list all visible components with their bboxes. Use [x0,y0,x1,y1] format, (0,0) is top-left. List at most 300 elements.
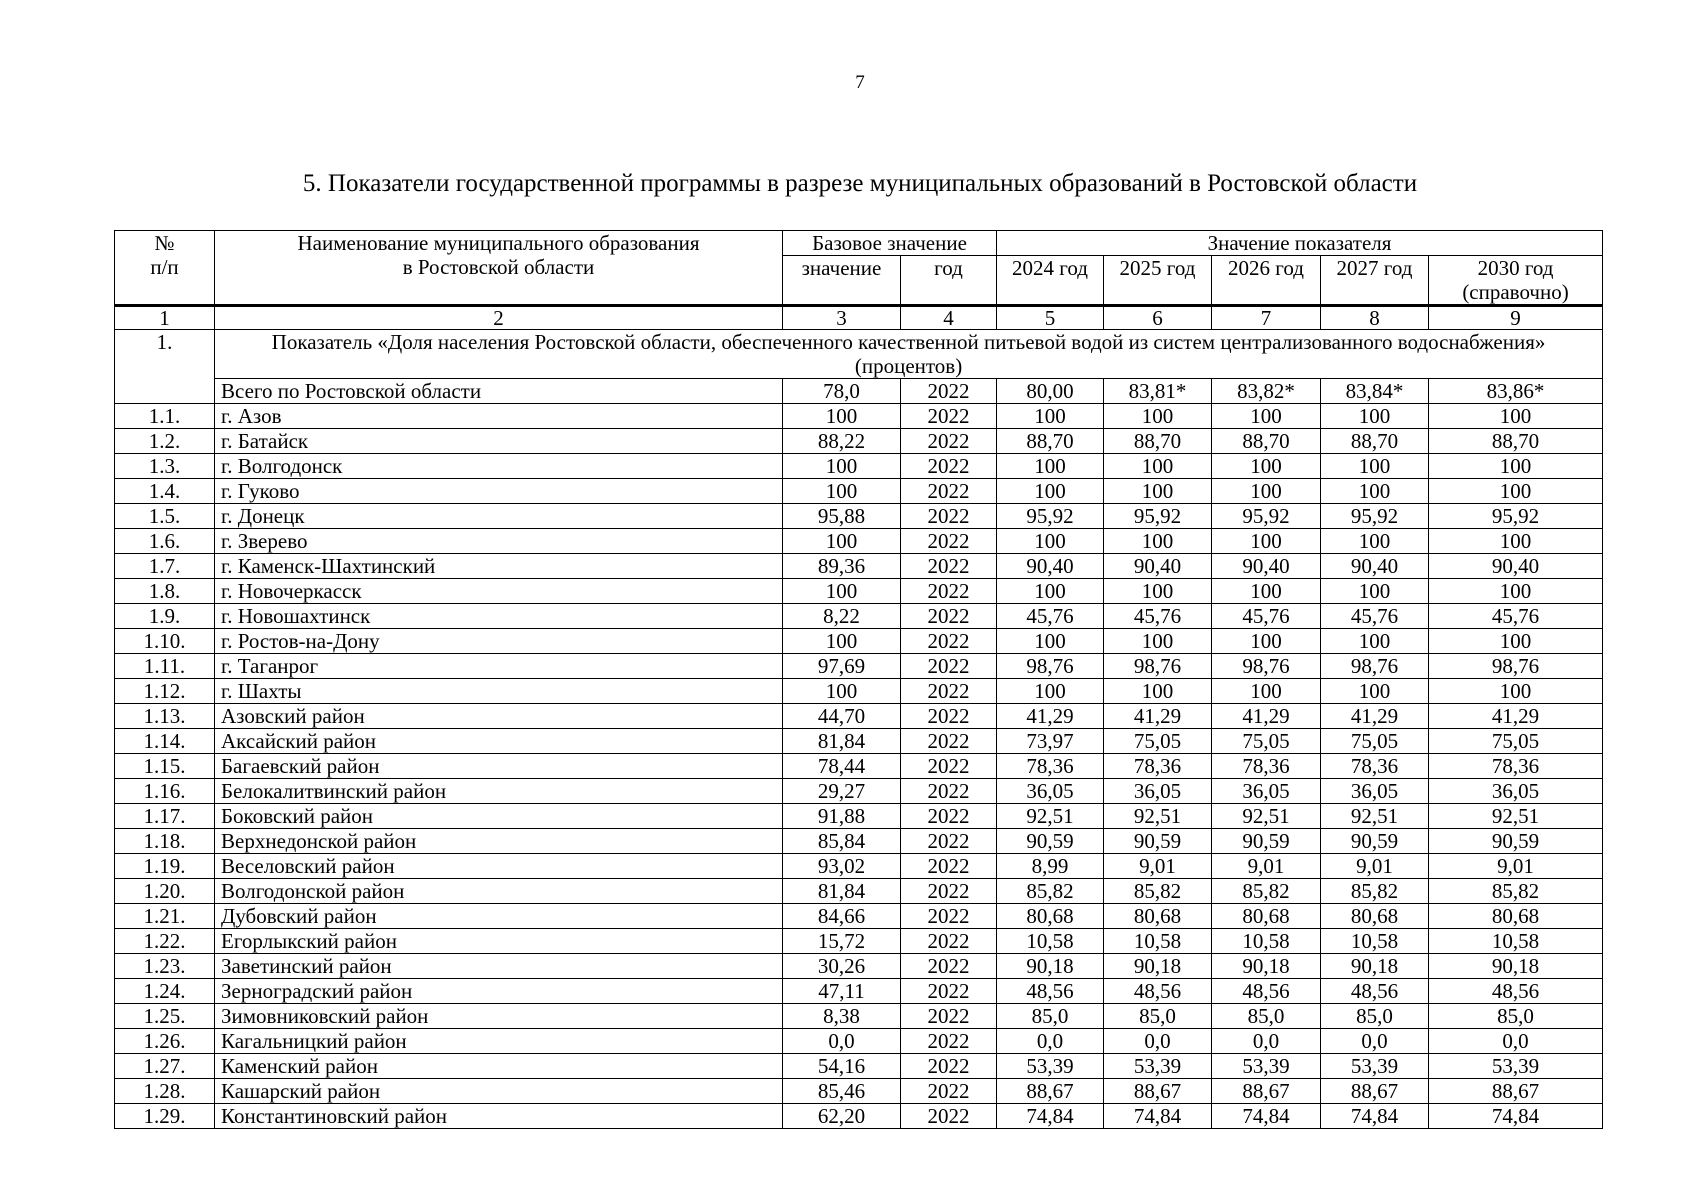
row-value: 88,67 [1429,1079,1603,1104]
row-value: 0,0 [1212,1029,1321,1054]
row-value: 2022 [901,729,997,754]
row-value: 93,02 [783,854,901,879]
row-value: 53,39 [1321,1054,1429,1079]
row-value: 100 [783,454,901,479]
row-value: 100 [1212,529,1321,554]
row-value: 2022 [901,1004,997,1029]
row-value: 81,84 [783,879,901,904]
row-name: г. Новошахтинск [215,604,783,629]
row-number: 1.15. [115,754,215,779]
row-value: 85,82 [1429,879,1603,904]
row-value: 100 [1212,679,1321,704]
row-number: 1.13. [115,704,215,729]
table-row [115,504,1603,529]
row-value: 100 [1429,529,1603,554]
row-value: 15,72 [783,929,901,954]
row-value: 48,56 [1429,979,1603,1004]
row-value: 100 [1429,629,1603,654]
row-value: 85,46 [783,1079,901,1104]
table-row [115,454,1603,479]
row-value: 36,05 [997,779,1104,804]
row-value: 84,66 [783,904,901,929]
header-year-2024: 2024 год [997,256,1104,306]
row-number: 1.26. [115,1029,215,1054]
row-name: г. Волгодонск [215,454,783,479]
row-value: 74,84 [1321,1104,1429,1129]
row-value: 36,05 [1321,779,1429,804]
row-name: Аксайский район [215,729,783,754]
row-value: 75,05 [1212,729,1321,754]
row-value: 9,01 [1429,854,1603,879]
row-number: 1.12. [115,679,215,704]
row-number: 1.23. [115,954,215,979]
row-value: 100 [1321,479,1429,504]
row-value: 98,76 [1429,654,1603,679]
total-cell: 78,0 [783,379,901,404]
row-value: 2022 [901,904,997,929]
row-value: 88,67 [1104,1079,1212,1104]
row-value: 0,0 [783,1029,901,1054]
row-number: 1.16. [115,779,215,804]
table-row [115,804,1603,829]
row-value: 100 [783,579,901,604]
header-base-value: значение [783,256,901,306]
header-year-2025: 2025 год [1104,256,1212,306]
row-value: 90,18 [1429,954,1603,979]
row-value: 100 [1212,579,1321,604]
column-number: 2 [215,306,783,330]
table-row [115,729,1603,754]
row-value: 8,38 [783,1004,901,1029]
row-name: Волгодонской район [215,879,783,904]
row-value: 90,18 [997,954,1104,979]
row-value: 36,05 [1104,779,1212,804]
row-value: 100 [997,629,1104,654]
row-value: 90,59 [1321,829,1429,854]
row-name: Кагальницкий район [215,1029,783,1054]
total-cell: 83,81* [1104,379,1212,404]
row-value: 100 [1104,404,1212,429]
table-row [115,1104,1603,1129]
row-value: 100 [1104,529,1212,554]
row-value: 98,76 [1321,654,1429,679]
row-number: 1.14. [115,729,215,754]
table-row [115,404,1603,429]
row-value: 75,05 [1429,729,1603,754]
row-number: 1.22. [115,929,215,954]
total-cell: 2022 [901,379,997,404]
row-value: 47,11 [783,979,901,1004]
row-value: 2022 [901,754,997,779]
row-value: 75,05 [1321,729,1429,754]
row-value: 2022 [901,829,997,854]
row-number: 1.17. [115,804,215,829]
row-value: 90,40 [1429,554,1603,579]
row-value: 8,22 [783,604,901,629]
row-value: 92,51 [1429,804,1603,829]
row-number: 1.2. [115,429,215,454]
row-value: 100 [1321,679,1429,704]
row-number: 1.24. [115,979,215,1004]
row-value: 98,76 [1212,654,1321,679]
row-value: 30,26 [783,954,901,979]
row-value: 74,84 [1212,1104,1321,1129]
row-value: 74,84 [1429,1104,1603,1129]
row-number: 1.21. [115,904,215,929]
row-value: 100 [1429,454,1603,479]
row-value: 80,68 [997,904,1104,929]
row-value: 88,70 [1104,429,1212,454]
row-value: 2022 [901,1104,997,1129]
row-name: г. Донецк [215,504,783,529]
row-number: 1.11. [115,654,215,679]
row-value: 100 [1429,679,1603,704]
row-value: 85,82 [997,879,1104,904]
row-value: 78,36 [1212,754,1321,779]
table-header [115,231,1603,306]
row-value: 85,0 [997,1004,1104,1029]
total-row [115,379,1603,404]
row-number: 1.6. [115,529,215,554]
total-cell: 80,00 [997,379,1104,404]
row-value: 100 [1429,479,1603,504]
row-value: 36,05 [1212,779,1321,804]
total-name: Всего по Ростовской области [215,379,783,404]
row-name: г. Таганрог [215,654,783,679]
row-value: 75,05 [1104,729,1212,754]
row-value: 2022 [901,804,997,829]
row-value: 90,59 [1429,829,1603,854]
row-value: 80,68 [1212,904,1321,929]
row-value: 2022 [901,1079,997,1104]
row-value: 45,76 [997,604,1104,629]
header-num: № п/п [115,231,215,306]
indicator-number: 1. [115,330,215,404]
row-value: 41,29 [1321,704,1429,729]
row-value: 100 [1212,404,1321,429]
row-value: 53,39 [1104,1054,1212,1079]
row-value: 95,88 [783,504,901,529]
row-value: 90,18 [1212,954,1321,979]
row-value: 2022 [901,454,997,479]
row-value: 100 [997,679,1104,704]
row-value: 45,76 [1212,604,1321,629]
row-value: 2022 [901,479,997,504]
table-row [115,754,1603,779]
row-value: 2022 [901,429,997,454]
row-value: 2022 [901,1054,997,1079]
row-value: 100 [997,454,1104,479]
row-name: г. Гуково [215,479,783,504]
column-number: 1 [115,306,215,330]
header-base-value-group: Базовое значение [783,231,997,256]
row-value: 100 [1321,454,1429,479]
row-value: 10,58 [997,929,1104,954]
row-value: 100 [783,679,901,704]
row-value: 2022 [901,529,997,554]
row-value: 100 [1429,579,1603,604]
row-value: 100 [1104,579,1212,604]
row-value: 100 [1321,629,1429,654]
row-value: 45,76 [1321,604,1429,629]
row-name: Кашарский район [215,1079,783,1104]
column-number: 8 [1321,306,1429,330]
table-row [115,429,1603,454]
table-row [115,879,1603,904]
row-name: г. Каменск-Шахтинский [215,554,783,579]
row-name: Зимовниковский район [215,1004,783,1029]
row-value: 85,82 [1321,879,1429,904]
row-value: 100 [997,479,1104,504]
row-value: 85,0 [1321,1004,1429,1029]
row-value: 41,29 [1429,704,1603,729]
row-value: 100 [1212,629,1321,654]
row-value: 2022 [901,404,997,429]
row-name: г. Шахты [215,679,783,704]
row-name: Верхнедонской район [215,829,783,854]
column-number: 5 [997,306,1104,330]
row-value: 85,0 [1104,1004,1212,1029]
row-value: 85,0 [1212,1004,1321,1029]
row-value: 100 [1212,454,1321,479]
row-value: 85,82 [1104,879,1212,904]
row-value: 90,59 [1212,829,1321,854]
row-value: 100 [1212,479,1321,504]
row-name: г. Ростов-на-Дону [215,629,783,654]
row-number: 1.27. [115,1054,215,1079]
row-value: 2022 [901,579,997,604]
row-value: 36,05 [1429,779,1603,804]
row-name: Заветинский район [215,954,783,979]
table-row [115,779,1603,804]
row-value: 100 [1104,629,1212,654]
row-value: 100 [997,404,1104,429]
row-value: 88,67 [1212,1079,1321,1104]
row-name: г. Новочеркасск [215,579,783,604]
row-value: 53,39 [1212,1054,1321,1079]
page-title: 5. Показатели государственной программы в разрезе муниципальных образований в Ростовской области [302,170,1418,197]
row-value: 92,51 [1321,804,1429,829]
row-value: 91,88 [783,804,901,829]
header-year-2027: 2027 год [1321,256,1429,306]
header-year-2030: 2030 год (справочно) [1429,256,1603,306]
row-value: 48,56 [1104,979,1212,1004]
row-value: 90,40 [1104,554,1212,579]
indicator-title-row [115,330,1603,379]
row-value: 80,68 [1321,904,1429,929]
total-cell: 83,86* [1429,379,1603,404]
table-row [115,1079,1603,1104]
row-value: 53,39 [997,1054,1104,1079]
table-row [115,479,1603,504]
row-value: 88,67 [1321,1079,1429,1104]
row-number: 1.7. [115,554,215,579]
row-name: Азовский район [215,704,783,729]
row-number: 1.10. [115,629,215,654]
indicators-table [114,230,1603,1129]
row-value: 41,29 [1104,704,1212,729]
table-row [115,529,1603,554]
column-number: 9 [1429,306,1603,330]
table-row [115,554,1603,579]
table-row [115,854,1603,879]
row-value: 78,44 [783,754,901,779]
row-value: 62,20 [783,1104,901,1129]
row-number: 1.8. [115,579,215,604]
row-value: 53,39 [1429,1054,1603,1079]
indicator-title: Показатель «Доля населения Ростовской области, обеспеченного качественной питьевой водой из систем централизованного водоснабжения» (процентов) [215,330,1603,379]
row-value: 41,29 [997,704,1104,729]
row-name: Каменский район [215,1054,783,1079]
row-value: 0,0 [1104,1029,1212,1054]
row-value: 54,16 [783,1054,901,1079]
row-name: Константиновский район [215,1104,783,1129]
total-cell: 83,82* [1212,379,1321,404]
row-value: 85,0 [1429,1004,1603,1029]
row-value: 85,82 [1212,879,1321,904]
header-base-year: год [901,256,997,306]
row-value: 98,76 [997,654,1104,679]
row-value: 88,70 [1212,429,1321,454]
row-name: г. Азов [215,404,783,429]
row-value: 90,40 [1212,554,1321,579]
table-row [115,929,1603,954]
row-value: 78,36 [1321,754,1429,779]
row-name: Багаевский район [215,754,783,779]
table-row [115,904,1603,929]
table-row [115,1029,1603,1054]
row-value: 78,36 [1104,754,1212,779]
column-number: 6 [1104,306,1212,330]
header-municipality-name: Наименование муниципального образования в Ростовской области [215,231,783,306]
row-number: 1.19. [115,854,215,879]
row-number: 1.20. [115,879,215,904]
row-value: 90,59 [997,829,1104,854]
column-number: 4 [901,306,997,330]
row-value: 48,56 [1212,979,1321,1004]
row-value: 10,58 [1104,929,1212,954]
row-number: 1.29. [115,1104,215,1129]
table-row [115,654,1603,679]
row-value: 90,18 [1104,954,1212,979]
row-name: Зерноградский район [215,979,783,1004]
row-value: 97,69 [783,654,901,679]
row-value: 81,84 [783,729,901,754]
row-value: 73,97 [997,729,1104,754]
row-value: 2022 [901,954,997,979]
row-name: Егорлыкский район [215,929,783,954]
row-value: 74,84 [1104,1104,1212,1129]
row-value: 2022 [901,704,997,729]
row-value: 92,51 [1212,804,1321,829]
row-value: 100 [1429,404,1603,429]
page-number: 7 [855,72,865,93]
row-value: 2022 [901,679,997,704]
column-numbers-row [115,306,1603,330]
row-value: 100 [1104,454,1212,479]
row-value: 100 [783,629,901,654]
row-value: 85,84 [783,829,901,854]
row-value: 0,0 [997,1029,1104,1054]
row-value: 2022 [901,929,997,954]
row-value: 90,18 [1321,954,1429,979]
row-value: 45,76 [1104,604,1212,629]
row-value: 88,67 [997,1079,1104,1104]
row-value: 10,58 [1321,929,1429,954]
row-value: 100 [997,529,1104,554]
row-value: 78,36 [997,754,1104,779]
row-value: 41,29 [1212,704,1321,729]
row-value: 2022 [901,554,997,579]
row-value: 100 [783,529,901,554]
row-name: Дубовский район [215,904,783,929]
row-value: 100 [1321,579,1429,604]
row-value: 9,01 [1212,854,1321,879]
row-value: 88,70 [1321,429,1429,454]
row-value: 2022 [901,604,997,629]
row-value: 100 [997,579,1104,604]
table-body [115,306,1603,1129]
row-value: 9,01 [1104,854,1212,879]
row-number: 1.4. [115,479,215,504]
row-value: 44,70 [783,704,901,729]
row-value: 0,0 [1321,1029,1429,1054]
row-value: 78,36 [1429,754,1603,779]
row-value: 74,84 [997,1104,1104,1129]
row-value: 89,36 [783,554,901,579]
row-value: 100 [1321,404,1429,429]
row-value: 92,51 [997,804,1104,829]
row-value: 2022 [901,654,997,679]
table-row [115,1054,1603,1079]
row-value: 95,92 [1104,504,1212,529]
table-row [115,579,1603,604]
row-value: 2022 [901,854,997,879]
row-number: 1.25. [115,1004,215,1029]
row-value: 88,70 [997,429,1104,454]
row-name: Белокалитвинский район [215,779,783,804]
table-row [115,679,1603,704]
header-year-2026: 2026 год [1212,256,1321,306]
table-row [115,979,1603,1004]
row-value: 100 [783,404,901,429]
table-row [115,829,1603,854]
row-value: 100 [783,479,901,504]
total-cell: 83,84* [1321,379,1429,404]
row-value: 90,59 [1104,829,1212,854]
row-value: 92,51 [1104,804,1212,829]
row-value: 2022 [901,504,997,529]
row-number: 1.1. [115,404,215,429]
table-row [115,704,1603,729]
header-indicator-value-group: Значение показателя [997,231,1603,256]
row-value: 80,68 [1429,904,1603,929]
row-value: 90,40 [997,554,1104,579]
row-name: Веселовский район [215,854,783,879]
row-number: 1.9. [115,604,215,629]
row-name: г. Батайск [215,429,783,454]
row-value: 2022 [901,1029,997,1054]
row-value: 29,27 [783,779,901,804]
row-value: 48,56 [997,979,1104,1004]
row-value: 100 [1104,479,1212,504]
row-value: 8,99 [997,854,1104,879]
row-value: 45,76 [1429,604,1603,629]
row-value: 95,92 [1212,504,1321,529]
row-value: 0,0 [1429,1029,1603,1054]
row-value: 98,76 [1104,654,1212,679]
row-value: 48,56 [1321,979,1429,1004]
